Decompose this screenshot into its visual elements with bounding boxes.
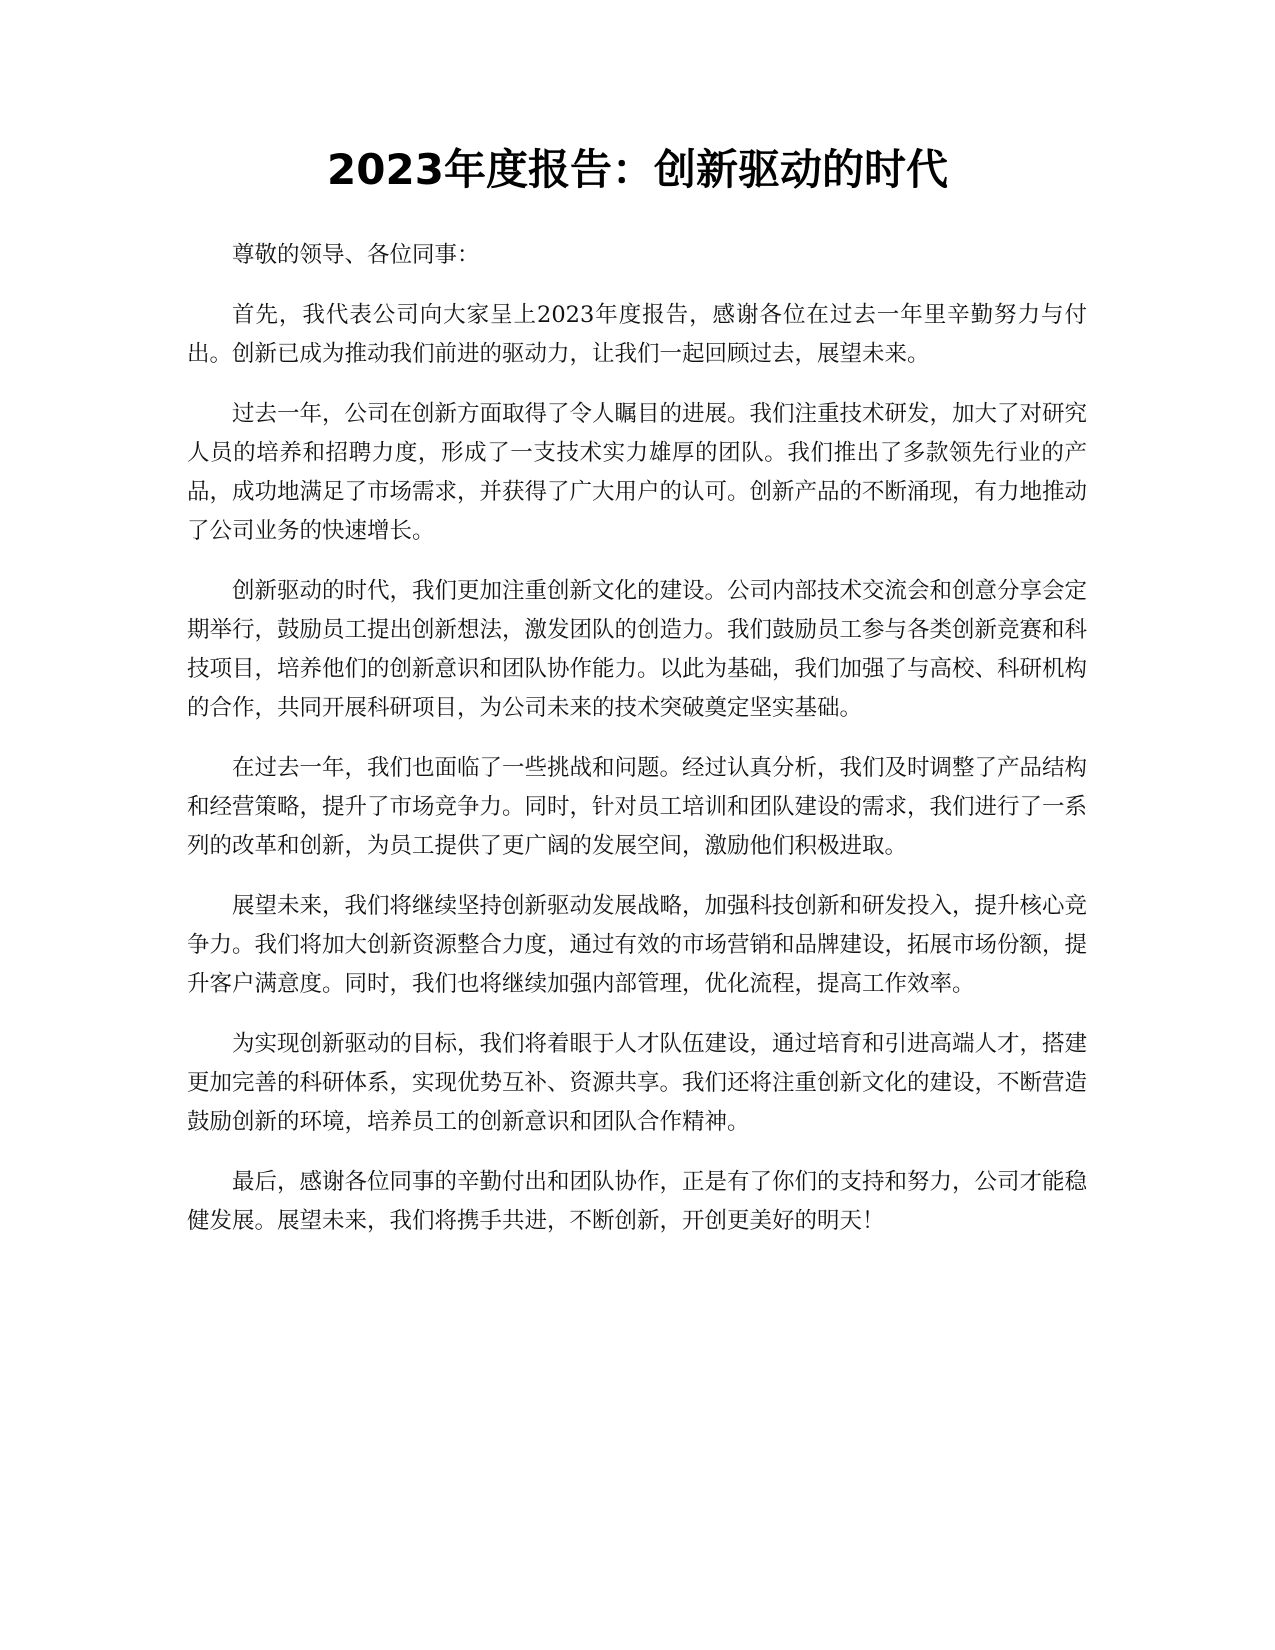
paragraph-salutation: 尊敬的领导、各位同事：: [232, 242, 480, 268]
paragraph-innovation-culture: 创新驱动的时代，我们更加注重创新文化的建设。公司内部技术交流会和创意分享会定期举行，鼓励员工提出创新想法，激发团队的创造力。我们鼓励员工参与各类创新竞赛和科技项目，培养他们的创新意识和团队协作能力。以此为基础，我们加强了与高校、科研机构的合作，共同开展科研项目，为公司未来的技术突破奠定坚实基础。: [187, 578, 1088, 721]
paragraph-talent: 为实现创新驱动的目标，我们将着眼于人才队伍建设，通过培育和引进高端人才，搭建更加完善的科研体系，实现优势互补、资源共享。我们还将注重创新文化的建设，不断营造鼓励创新的环境，培养员工的创新意识和团队合作精神。: [187, 1031, 1088, 1135]
paragraph-closing: 最后，感谢各位同事的辛勤付出和团队协作，正是有了你们的支持和努力，公司才能稳健发展。展望未来，我们将携手共进，不断创新，开创更美好的明天！: [187, 1169, 1088, 1234]
paragraph-challenges: 在过去一年，我们也面临了一些挑战和问题。经过认真分析，我们及时调整了产品结构和经营策略，提升了市场竞争力。同时，针对员工培训和团队建设的需求，我们进行了一系列的改革和创新，为员工提供了更广阔的发展空间，激励他们积极进取。: [187, 755, 1088, 859]
paragraph-outlook: 展望未来，我们将继续坚持创新驱动发展战略，加强科技创新和研发投入，提升核心竞争力。我们将加大创新资源整合力度，通过有效的市场营销和品牌建设，拓展市场份额，提升客户满意度。同时，我们也将继续加强内部管理，优化流程，提高工作效率。: [187, 893, 1088, 997]
paragraph-intro: 首先，我代表公司向大家呈上2023年度报告，感谢各位在过去一年里辛勤努力与付出。创新已成为推动我们前进的驱动力，让我们一起回顾过去，展望未来。: [187, 302, 1087, 367]
document-body: [187, 236, 1087, 1262]
document-title: 2023年度报告：创新驱动的时代: [327, 145, 948, 194]
paragraph-achievements: 过去一年，公司在创新方面取得了令人瞩目的进展。我们注重技术研发，加大了对研究人员的培养和招聘力度，形成了一支技术实力雄厚的团队。我们推出了多款领先行业的产品，成功地满足了市场需求，并获得了广大用户的认可。创新产品的不断涌现，有力地推动了公司业务的快速增长。: [187, 401, 1088, 544]
